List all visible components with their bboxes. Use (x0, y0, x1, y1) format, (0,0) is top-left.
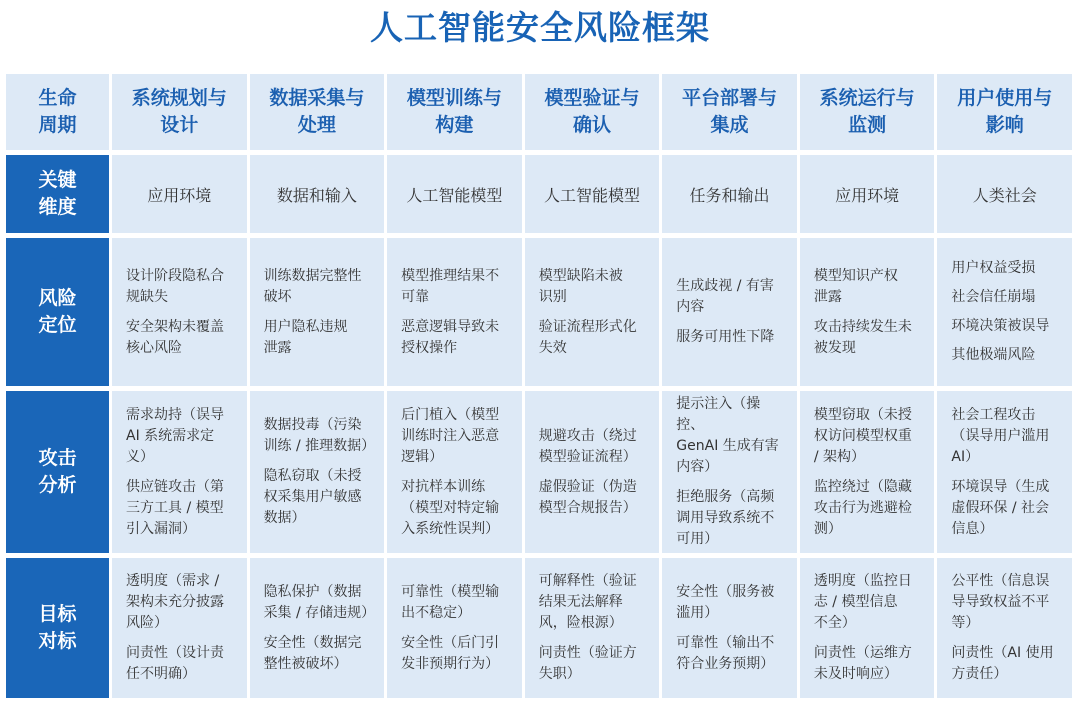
cell-item: 对抗样本训练 （模型对特定输 入系统性误判） (401, 478, 500, 537)
cell-item: 监控绕过（隐藏 攻击行为逃避检 测） (813, 478, 912, 537)
table-cell (525, 558, 660, 698)
cell-item: 规避攻击（绕过 模型验证流程） (538, 427, 637, 465)
table-cell (937, 558, 1072, 698)
table-cell (525, 238, 660, 386)
cell-item: 训练数据完整性 破坏 (263, 267, 362, 305)
cell-item: 供应链攻击（第 三方工具 / 模型 引入漏洞） (126, 478, 224, 537)
header-stage-6: 系统运行与 监测 (800, 74, 935, 150)
cell-item: 拒绝服务（高频 调用导致系统不 可用） (676, 489, 775, 547)
cell-item: 设计阶段隐私合 规缺失 (126, 267, 224, 305)
row-label-3: 攻击 分析 (6, 391, 109, 553)
row-label-2: 风险 定位 (6, 238, 109, 386)
cell-item: 恶意逻辑导致未 授权操作 (401, 318, 500, 356)
key-dimension-cell: 人类社会 (937, 155, 1072, 233)
table-cell (250, 558, 385, 698)
table-cell (387, 391, 522, 553)
page-title: 人工智能安全风险框架 (370, 8, 710, 47)
table-cell (800, 238, 935, 386)
cell-item: 社会信任崩塌 (951, 289, 1036, 305)
cell-item: 问责性（运维方 未及时响应） (813, 645, 912, 682)
cell-item: 虚假验证（伪造 模型合规报告） (538, 478, 637, 516)
key-dimension-cell: 任务和输出 (662, 155, 797, 233)
cell-item: 数据投毒（污染 训练 / 推理数据） (263, 417, 376, 454)
cell-item: 环境决策被误导 (951, 318, 1050, 334)
cell-item: 提示注入（操控、 GenAI 生成有害 内容） (676, 396, 779, 475)
key-dimension-cell: 应用环境 (800, 155, 935, 233)
table-cell (250, 391, 385, 553)
cell-item: 可解释性（验证 结果无法解释 风，险根源） (538, 573, 637, 631)
cell-item: 生成歧视 / 有害 内容 (676, 278, 774, 315)
table-cell (937, 391, 1072, 553)
cell-item: 用户隐私违规 泄露 (263, 318, 348, 356)
table-cell (112, 238, 247, 386)
header-stage-5: 平台部署与 集成 (662, 74, 797, 150)
table-cell (937, 238, 1072, 386)
row-label-4: 目标 对标 (6, 558, 109, 698)
header-stage-4: 模型验证与 确认 (525, 74, 660, 150)
table-cell (662, 558, 797, 698)
table-cell (525, 391, 660, 553)
cell-item: 公平性（信息误 导导致权益不平 等） (951, 573, 1050, 631)
cell-item: 模型缺陷未被 识别 (538, 267, 623, 305)
cell-item: 问责性（验证方 失职） (538, 645, 637, 682)
cell-item: 透明度（监控日 志 / 模型信息 不全） (813, 573, 912, 631)
cell-item: 用户权益受损 (951, 260, 1036, 276)
table-cell (387, 238, 522, 386)
key-dimension-cell: 人工智能模型 (387, 155, 522, 233)
cell-item: 攻击持续发生未 被发现 (813, 318, 912, 356)
cell-item: 需求劫持（误导 AI 系统需求定 义） (126, 406, 224, 465)
cell-item: 验证流程形式化 失效 (538, 318, 637, 356)
table-cell (112, 558, 247, 698)
header-stage-1: 系统规划与 设计 (112, 74, 247, 150)
cell-item: 环境误导（生成 虚假环保 / 社会 信息） (951, 478, 1050, 537)
key-dimension-cell: 应用环境 (112, 155, 247, 233)
key-dimension-cell: 数据和输入 (250, 155, 385, 233)
cell-item: 问责性（设计责 任不明确） (126, 645, 224, 682)
cell-item: 服务可用性下降 (676, 329, 775, 345)
table-cell (800, 391, 935, 553)
table-cell (800, 558, 935, 698)
cell-item: 透明度（需求 / 架构未充分披露 风险） (126, 573, 224, 631)
cell-item: 模型窃取（未授 权访问模型权重 / 架构） (813, 406, 912, 465)
key-dimension-cell: 人工智能模型 (525, 155, 660, 233)
cell-item: 可靠性（模型输 出不稳定） (401, 583, 500, 621)
cell-item: 模型知识产权 泄露 (813, 267, 898, 305)
cell-item: 安全架构未覆盖 核心风险 (126, 318, 224, 356)
table-cell (387, 558, 522, 698)
cell-item: 隐私窃取（未授 权采集用户敏感 数据） (263, 468, 362, 526)
cell-item: 隐私保护（数据 采集 / 存储违规） (263, 583, 376, 621)
header-stage-7: 用户使用与 影响 (937, 74, 1072, 150)
risk-framework-table (6, 74, 1072, 698)
table-cell (250, 238, 385, 386)
header-stage-3: 模型训练与 构建 (387, 74, 522, 150)
cell-item: 安全性（后门引 发非预期行为） (401, 634, 500, 672)
header-lifecycle-label: 生命 周期 (6, 74, 109, 150)
cell-item: 安全性（服务被 滥用） (676, 583, 775, 621)
cell-item: 社会工程攻击 （误导用户滥用 AI） (951, 406, 1050, 465)
header-stage-2: 数据采集与 处理 (250, 74, 385, 150)
cell-item: 安全性（数据完 整性被破坏） (263, 634, 362, 672)
cell-item: 后门植入（模型 训练时注入恶意 逻辑） (401, 406, 500, 465)
table-cell (112, 391, 247, 553)
cell-item: 其他极端风险 (951, 347, 1036, 363)
cell-item: 模型推理结果不 可靠 (401, 267, 500, 305)
table-cell (662, 238, 797, 386)
cell-item: 可靠性（输出不 符合业务预期） (676, 634, 775, 672)
cell-item: 问责性（AI 使用 方责任） (951, 645, 1054, 682)
row-label-1: 关键 维度 (6, 155, 109, 233)
table-cell (662, 391, 797, 553)
